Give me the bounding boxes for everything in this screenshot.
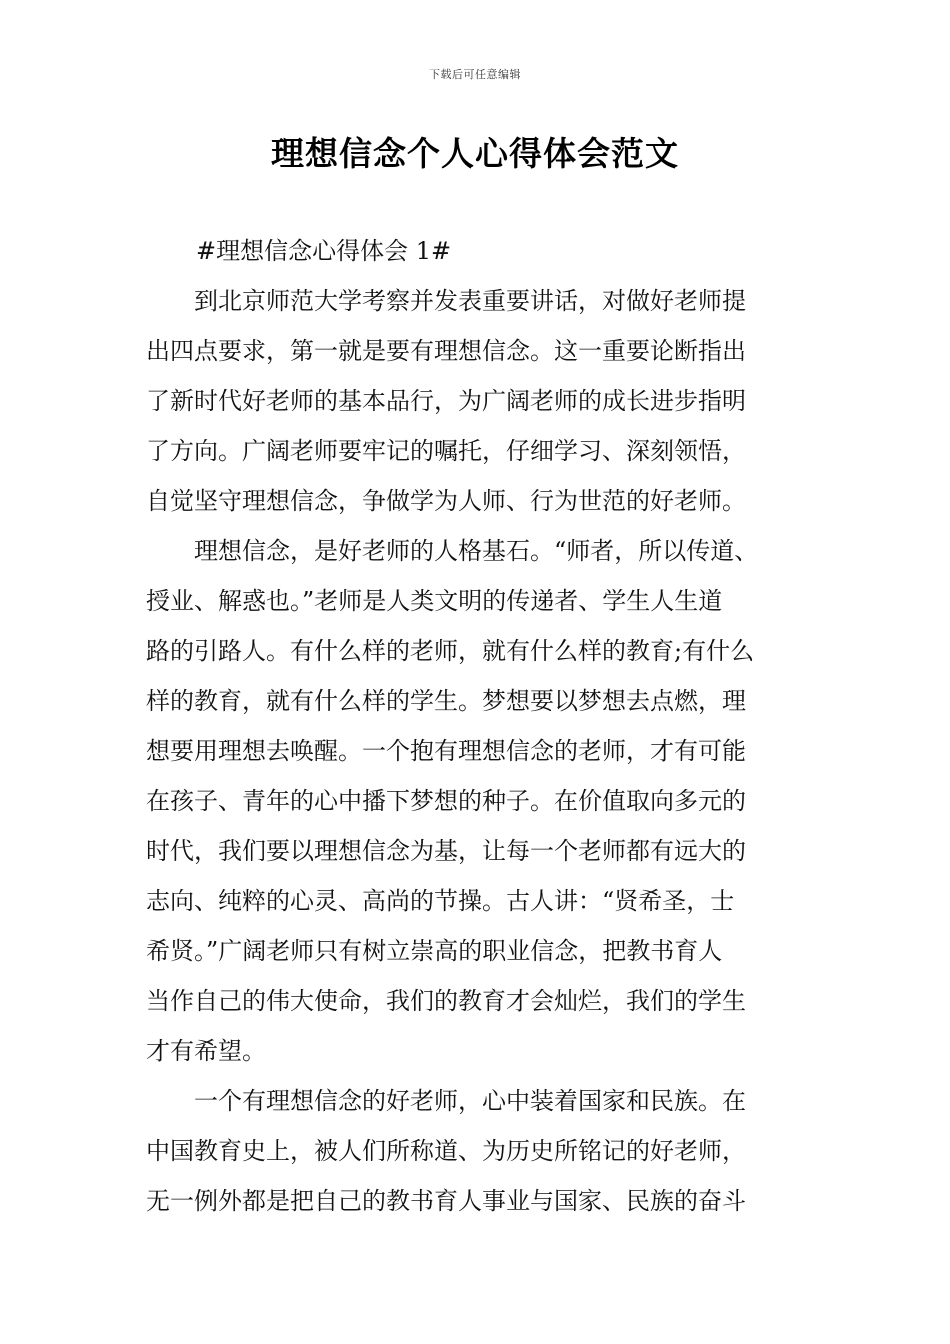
- text-line: 想要用理想去唤醒。一个抱有理想信念的老师，才有可能: [146, 737, 746, 765]
- text-line: 志向、纯粹的心灵、高尚的节操。古人讲：“贤希圣，士: [146, 887, 735, 915]
- text-line: 出四点要求，第一就是要有理想信念。这一重要论断指出: [146, 337, 746, 365]
- header-note: 下载后可任意编辑: [429, 68, 521, 81]
- document-title: 理想信念个人心得体会范文: [271, 134, 679, 173]
- text-line: 在孩子、青年的心中播下梦想的种子。在价值取向多元的: [146, 787, 746, 815]
- text-line: 了方向。广阔老师要牢记的嘱托，仔细学习、深刻领悟，: [146, 437, 746, 465]
- text-line: 无一例外都是把自己的教书育人事业与国家、民族的奋斗: [146, 1187, 746, 1215]
- text-line: 才有希望。: [146, 1037, 266, 1065]
- text-line: 授业、解惑也。”老师是人类文明的传递者、学生人生道: [146, 587, 723, 615]
- text-line: 中国教育史上，被人们所称道、为历史所铭记的好老师，: [146, 1137, 746, 1165]
- text-line: 希贤。”广阔老师只有树立崇高的职业信念，把教书育人: [146, 937, 723, 965]
- body-text: [146, 276, 836, 1226]
- section-heading: #理想信念心得体会 1#: [196, 237, 452, 265]
- text-line: 时代，我们要以理想信念为基，让每一个老师都有远大的: [146, 837, 746, 865]
- text-line: 当作自己的伟大使命，我们的教育才会灿烂，我们的学生: [146, 987, 746, 1015]
- text-line: 理想信念，是好老师的人格基石。“师者，所以传道、: [146, 537, 759, 565]
- text-line: 自觉坚守理想信念，争做学为人师、行为世范的好老师。: [146, 487, 746, 515]
- text-line: 一个有理想信念的好老师，心中装着国家和民族。在: [146, 1087, 746, 1115]
- text-line: 样的教育，就有什么样的学生。梦想要以梦想去点燃，理: [146, 687, 746, 715]
- text-line: 路的引路人。有什么样的老师，就有什么样的教育;有什么: [146, 637, 755, 665]
- text-line: 到北京师范大学考察并发表重要讲话，对做好老师提: [146, 287, 746, 315]
- text-line: 了新时代好老师的基本品行，为广阔老师的成长进步指明: [146, 387, 746, 415]
